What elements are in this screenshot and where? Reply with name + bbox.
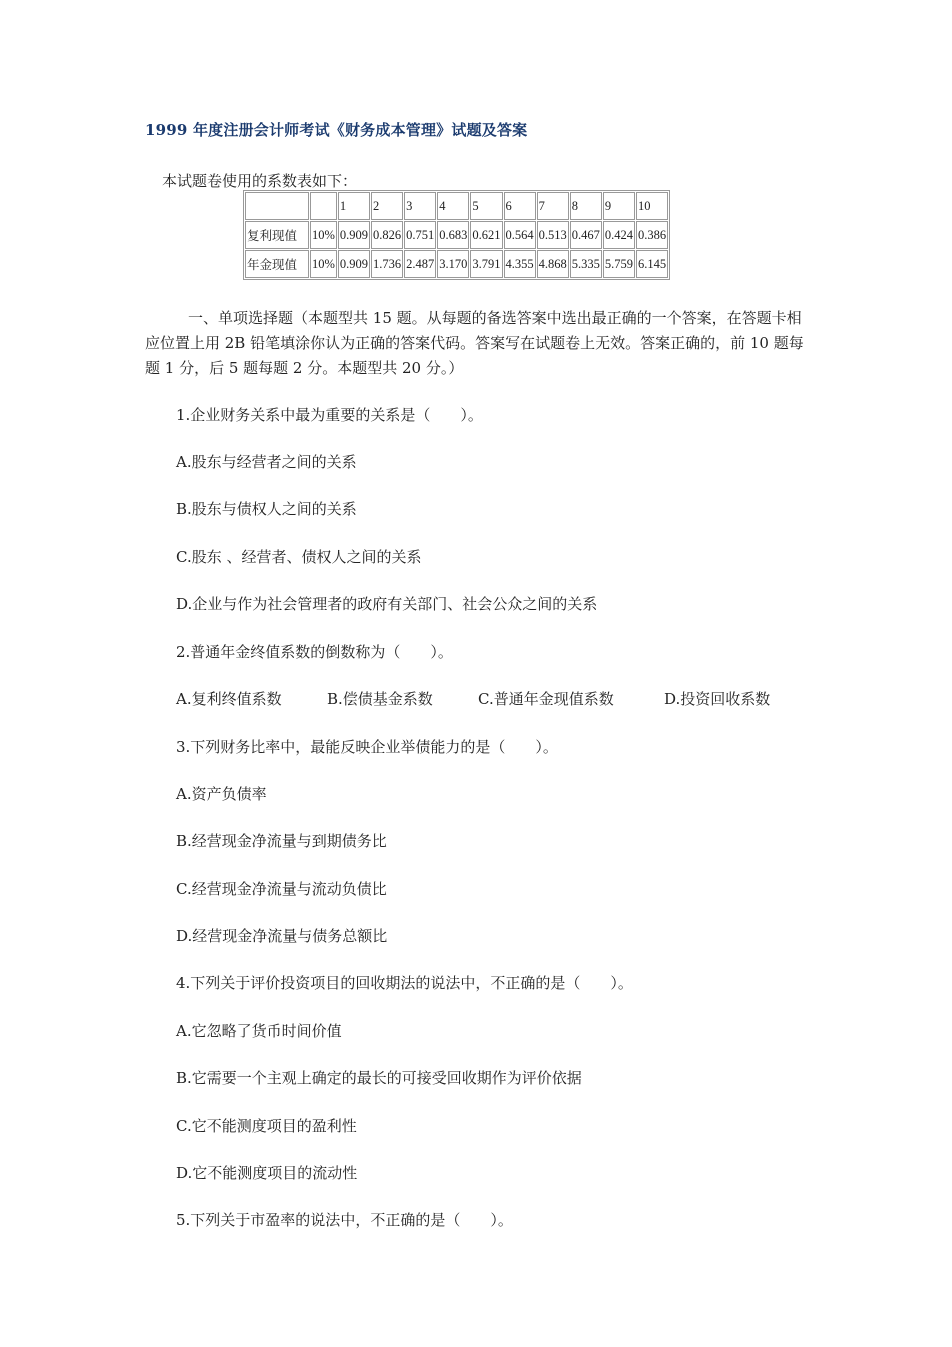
question-4-stem: 4.下列关于评价投资项目的回收期法的说法中，不正确的是（ ）。 [176,974,633,992]
table-cell: 2 [371,192,403,220]
table-cell: 1.736 [371,250,403,278]
question-3-option-c: C.经营现金净流量与流动负债比 [176,880,387,898]
table-cell: 0.424 [603,221,635,249]
table-cell: 10 [636,192,668,220]
table-cell: 3.170 [437,250,469,278]
table-cell: 0.564 [504,221,536,249]
table-cell: 6.145 [636,250,668,278]
table-cell [245,192,309,220]
section-heading: 一、单项选择题（本题型共 15 题。从每题的备选答案中选出最正确的一个答案，在答题卡相应位置上用 2B 铅笔填涂你认为正确的答案代码。答案写在试题卷上无效。答案正确的，前 10 题每题 1 分，后 5 题每题 2 分。本题型共 20 分。） [145,309,804,377]
table-cell: 0.467 [570,221,602,249]
table-cell: 10% [310,221,337,249]
table-cell: 7 [537,192,569,220]
question-3-option-d: D.经营现金净流量与债务总额比 [176,927,388,945]
question-3-option-b: B.经营现金净流量与到期债务比 [176,832,387,850]
table-cell: 5 [470,192,502,220]
question-1-option-c: C.股东 、经营者、债权人之间的关系 [176,548,422,566]
table-cell: 3.791 [470,250,502,278]
question-2-option-a: A.复利终值系数 [176,690,282,708]
table-cell: 4 [437,192,469,220]
question-5-stem: 5.下列关于市盈率的说法中，不正确的是（ ）。 [176,1211,513,1229]
table-header-row [245,192,668,220]
table-cell: 5.759 [603,250,635,278]
table-cell: 年金现值 [245,250,309,278]
question-4-option-b: B.它需要一个主观上确定的最长的可接受回收期作为评价依据 [176,1069,582,1087]
coefficient-table [243,190,670,280]
question-1-stem: 1.企业财务关系中最为重要的关系是（ ）。 [176,406,483,424]
question-4-option-c: C.它不能测度项目的盈利性 [176,1117,357,1135]
table-cell: 1 [338,192,370,220]
table-cell: 3 [404,192,436,220]
question-1-option-a: A.股东与经营者之间的关系 [176,453,357,471]
question-3-stem: 3.下列财务比率中，最能反映企业举债能力的是（ ）。 [176,738,558,756]
table-row [245,221,668,249]
table-cell: 4.868 [537,250,569,278]
table-cell: 0.909 [338,221,370,249]
question-2-option-c: C.普通年金现值系数 [478,690,614,708]
table-cell: 5.335 [570,250,602,278]
table-cell: 0.386 [636,221,668,249]
document-title: 1999 年度注册会计师考试《财务成本管理》试题及答案 [145,121,528,139]
coefficient-table-intro: 本试题卷使用的系数表如下： [162,172,358,190]
table-row [245,250,668,278]
table-cell: 2.487 [404,250,436,278]
table-cell: 9 [603,192,635,220]
table-cell: 0.621 [470,221,502,249]
question-4-option-a: A.它忽略了货币时间价值 [176,1022,342,1040]
question-1-option-b: B.股东与债权人之间的关系 [176,500,357,518]
question-4-option-d: D.它不能测度项目的流动性 [176,1164,358,1182]
question-1-option-d: D.企业与作为社会管理者的政府有关部门、社会公众之间的关系 [176,595,598,613]
table-cell: 10% [310,250,337,278]
table-cell: 4.355 [504,250,536,278]
table-cell: 6 [504,192,536,220]
question-3-option-a: A.资产负债率 [176,785,267,803]
table-cell: 8 [570,192,602,220]
table-cell [310,192,337,220]
table-cell: 0.909 [338,250,370,278]
table-cell: 0.826 [371,221,403,249]
table-cell: 0.751 [404,221,436,249]
table-cell: 0.683 [437,221,469,249]
question-2-options [176,688,770,709]
table-cell: 复利现值 [245,221,309,249]
question-2-stem: 2.普通年金终值系数的倒数称为（ ）。 [176,643,453,661]
question-2-option-b: B.偿债基金系数 [327,690,433,708]
question-2-option-d: D.投资回收系数 [664,690,771,708]
table-cell: 0.513 [537,221,569,249]
